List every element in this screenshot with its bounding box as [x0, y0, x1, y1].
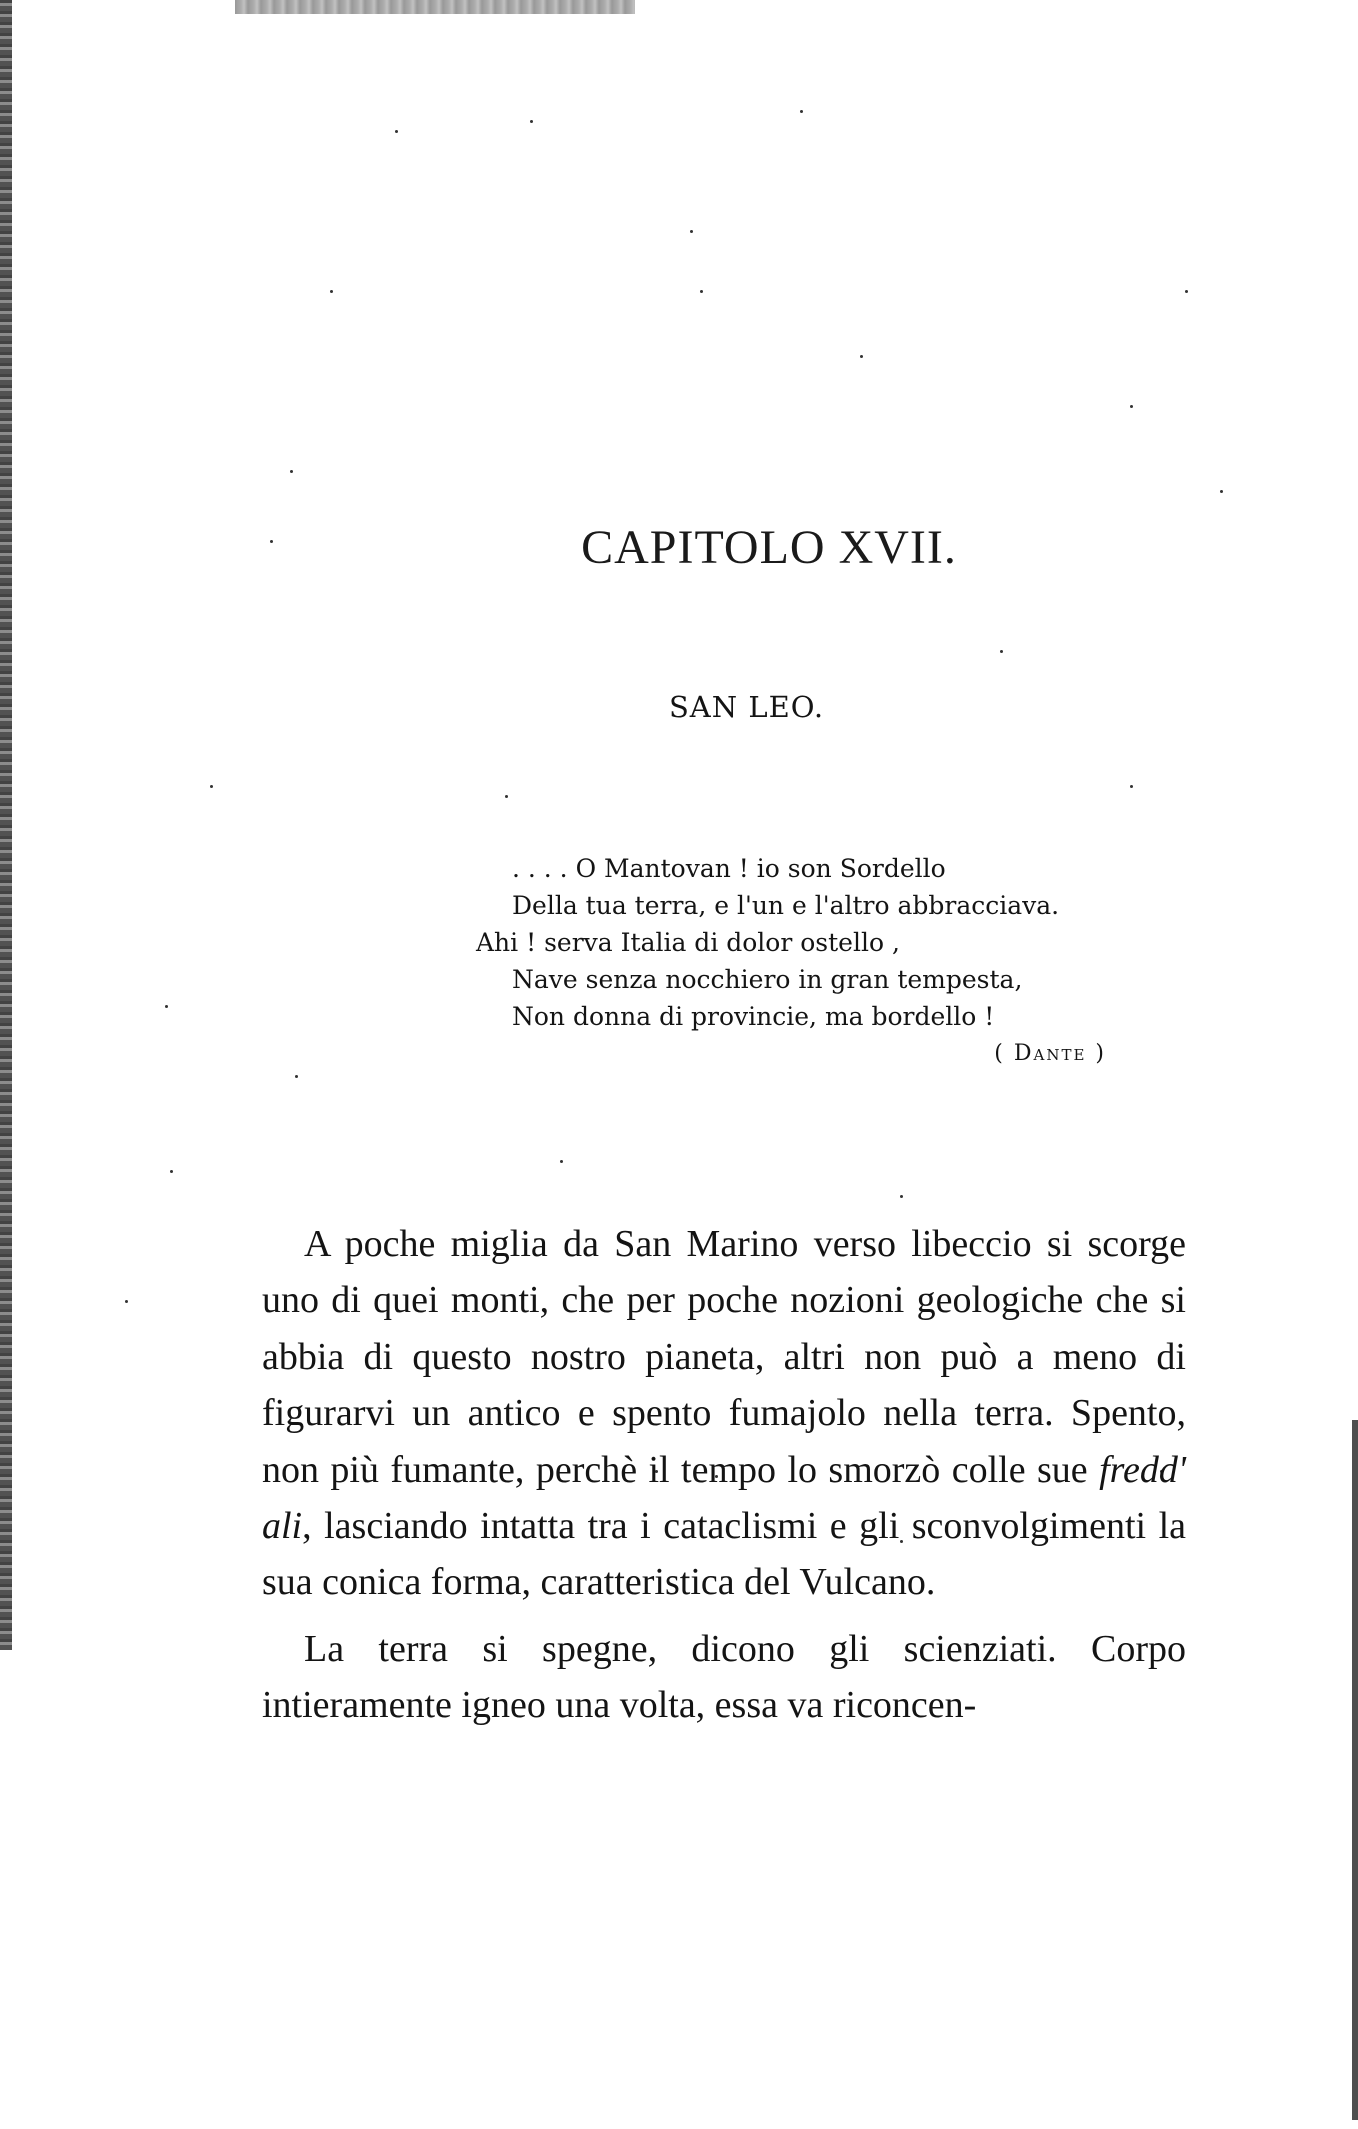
paragraph-text: , lasciando intatta tra i cataclismi e gli sconvolgimenti la sua conica forma, caratteristica del Vulcano. — [262, 1505, 1186, 1604]
epigraph-line: Ahi ! serva Italia di dolor ostello , — [476, 928, 900, 957]
epigraph — [476, 850, 1196, 1072]
body-paragraph: La terra si spegne, dicono gli scienziati. Corpo intieramente igneo una volta, essa va riconcen- — [262, 1627, 1186, 1727]
chapter-heading: CAPITOLO XVII. — [581, 521, 957, 574]
epigraph-line: Non donna di provincie, ma bordello ! — [512, 1002, 995, 1031]
section-title: SAN LEO. — [668, 690, 825, 724]
page-top-edge — [235, 0, 635, 14]
epigraph-attribution: ( Dante ) — [994, 1041, 1106, 1066]
paragraph-text: A poche miglia da San Marino verso libeccio si scorge uno di quei monti, che per poche nozioni geologiche che si abbia di questo nostro pianeta, altri non può a meno di figurarvi un antico e spento fumajolo nella terra. Spento, non più fumante, perchè il tempo lo smorzò colle sue — [262, 1223, 1186, 1491]
epigraph-line: Della tua terra, e l'un e l'altro abbracciava. — [512, 891, 1060, 920]
epigraph-line: . . . . O Mantovan ! io son Sordello — [512, 854, 946, 883]
page-binding-edge — [0, 0, 12, 1650]
body-paragraph — [262, 1216, 1186, 1611]
epigraph-line: Nave senza nocchiero in gran tempesta, — [512, 965, 1023, 994]
italic-phrase: fredd' ali — [262, 1448, 1186, 1548]
body-text — [262, 1216, 1186, 1734]
page-right-edge — [1352, 1420, 1358, 2120]
